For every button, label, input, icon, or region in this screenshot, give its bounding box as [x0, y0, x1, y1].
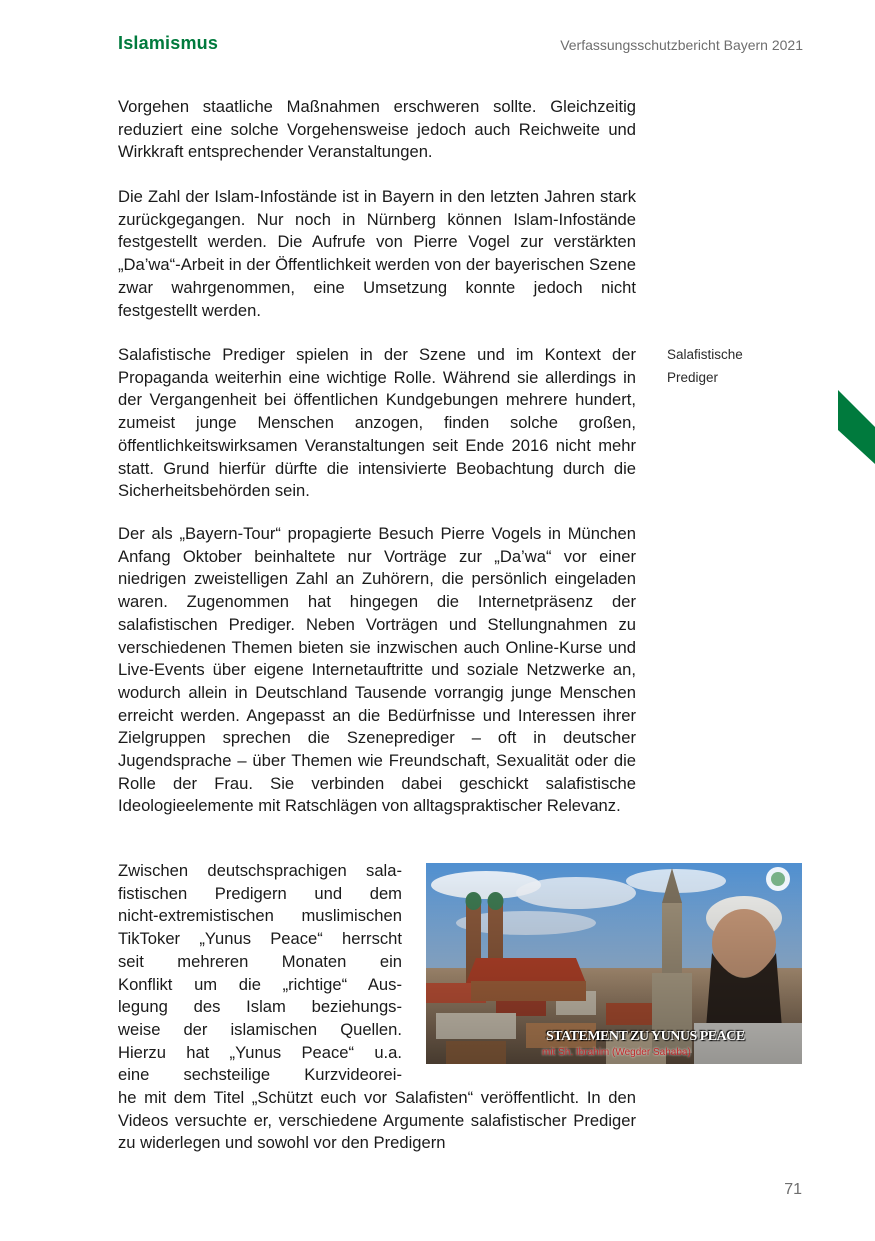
thumbnail-caption-subtitle: mit Sh. Ibrahim (Wegder Sahaba): [542, 1047, 691, 1058]
page-number: 71: [784, 1181, 802, 1198]
wrap-line: Zwischen deutschsprachigen sala-: [118, 861, 402, 880]
margin-note-line-2: Prediger: [667, 369, 719, 385]
wrap-line: nicht-extremistischen muslimischen: [118, 906, 402, 926]
wrap-line: Konflikt um die „richtige“ Aus-: [118, 974, 402, 994]
paragraph-5-continuation: he mit dem Titel „Schützt euch vor Salafisten“ veröffentlicht. In den Videos versuchte er, verschiedene Argumente salafistischer Prediger zu widerlegen und sowohl vor den Predigern: [118, 1088, 636, 1153]
paragraph-4: Der als „Bayern-Tour“ propagierte Besuch Pierre Vogels in München Anfang Oktober beinhaltete nur Vorträge zur „Da’wa“ vor einer niedrigen zweistelligen Zahl an Zuhörern, die persönlich eingeladen waren. Zugenommen hat hingegen die Internetpräsenz der salafistischen Prediger. Neben Vorträgen und Stellungnahmen zu verschiedenen Themen bieten sie inzwischen auch Online-Kurse und Live-Events über eigene Internetauftritte und soziale Netzwerke an, wodurch allein in Deutschland Tausende vorrangig junge Menschen erreicht werden. Angepasst an die Bedürfnisse und Interessen ihrer Zielgruppen sprechen die Szeneprediger – oft in deutscher Jugendsprache – über Themen wie Freundschaft, Sexualität oder die Rolle der Frau. Sie verbinden dabei geschickt salafistische Ideologieelemente mit Ratschlägen von alltagspraktischer Relevanz.: [118, 524, 636, 816]
margin-note: [667, 344, 777, 389]
chapter-tab-marker: [838, 390, 875, 464]
paragraph-5-wrapped: [118, 860, 402, 1087]
paragraph-1: Vorgehen staatliche Maßnahmen erschweren sollte. Gleichzeitig reduziert eine solche Vorgehensweise jedoch auch Reichweite und Wirkkraft entsprechender Veranstaltungen.: [118, 97, 636, 162]
margin-note-line-1: Salafistische: [667, 347, 743, 362]
wrap-line: eine sechsteilige Kurzvideorei-: [118, 1065, 402, 1085]
publication-title: Verfassungsschutzbericht Bayern 2021: [560, 37, 803, 53]
section-title: Islamismus: [118, 33, 219, 53]
video-thumbnail-figure: [426, 863, 802, 1064]
paragraph-2: Die Zahl der Islam-Infostände ist in Bayern in den letzten Jahren stark zurückgegangen. Nur noch in Nürnberg können Islam-Infostände festgestellt werden. Die Aufrufe von Pierre Vogel zur verstärkten „Da’wa“-Arbeit in der Öffentlichkeit werden von der bayerischen Szene zwar wahrgenommen, eine Umsetzung konnte jedoch nicht festgestellt werden.: [118, 187, 636, 320]
wrap-line: Hierzu hat „Yunus Peace“ u.a.: [118, 1042, 402, 1062]
wrap-line: fistischen Predigern und dem: [118, 883, 402, 903]
wrap-line: TikToker „Yunus Peace“ herrscht: [118, 929, 402, 949]
wrap-line: seit mehreren Monaten ein: [118, 951, 402, 971]
thumbnail-caption-title: STATEMENT ZU YUNUS PEACE: [546, 1029, 745, 1044]
wrap-line: weise der islamischen Quellen.: [118, 1019, 402, 1039]
wrap-line: legung des Islam beziehungs-: [118, 997, 402, 1017]
paragraph-3: Salafistische Prediger spielen in der Szene und im Kontext der Propaganda weiterhin eine wichtige Rolle. Während sie allerdings in der Vergangenheit bei öffentlichen Kundgebungen mehrere hundert, zumeist junge Menschen anzogen, finden solche großen, öffentlichkeitswirksamen Veranstaltungen seit Ende 2016 nicht mehr statt. Grund hierfür dürfte die intensivierte Beobachtung durch die Sicherheitsbehörden sein.: [118, 345, 636, 501]
